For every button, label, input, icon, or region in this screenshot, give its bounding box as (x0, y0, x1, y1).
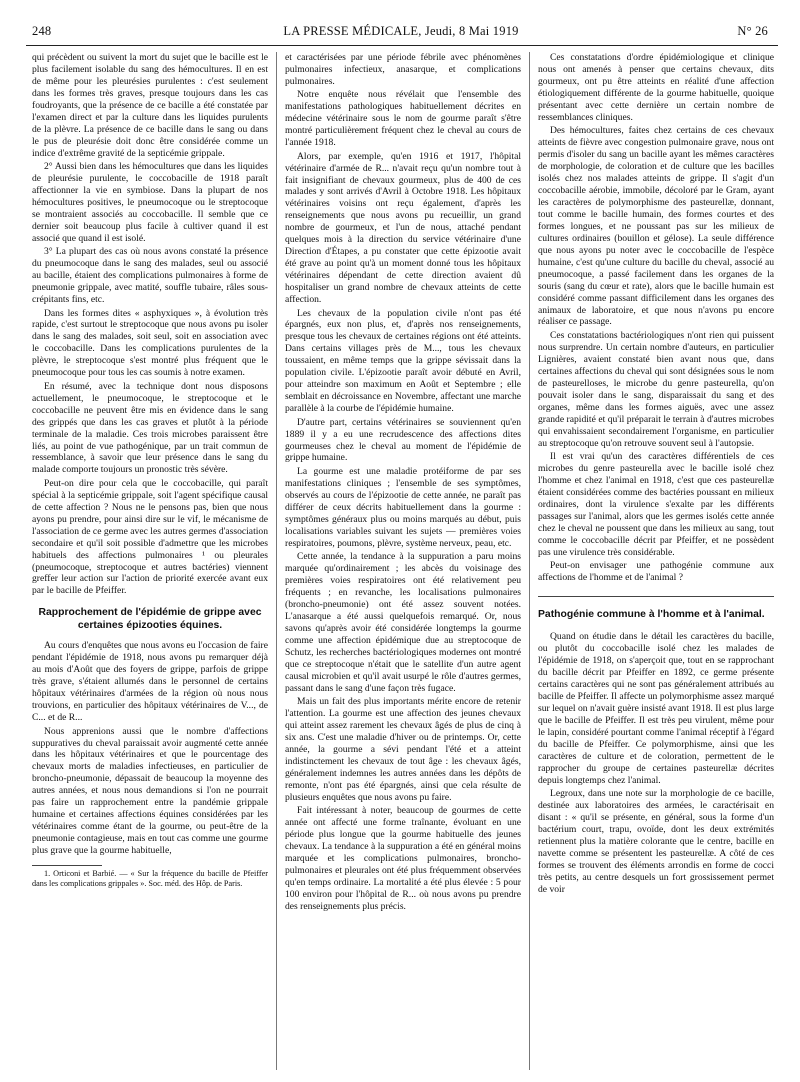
paragraph: Dans les formes dites « asphyxiques », à évolution très rapide, c'est surtout le streptocoque que nous avons pu isoler dans le sang des malades, soit seul, soit en association avec le coccobacille. Dans les complications purulentes de la plèvre, le streptocoque s'est montré plus fréquent que le pneumocoque pour tous les cas soumis à notre examen. (32, 307, 268, 379)
page-number: 248 (32, 24, 52, 38)
paragraph: Legroux, dans une note sur la morphologie de ce bacille, destinée aux laboratoires des armées, le caractérisait en disant : « qu'il se présente, en général, sous la forme d'un bactérium court, trapu, ovoïde, dont les deux extrémités retiennent plus la matière colorante que le centre, bacille en navette comme se présentent les pasteurellæ. A côté de ces formes se trouvent des éléments arrondis en forme de cocci très petits, au centre desquels un fort grossissement permet de voir (538, 788, 774, 895)
section-rule (538, 596, 774, 597)
paragraph: Peut-on envisager une pathogénie commune aux affections de l'homme et de l'animal ? (538, 560, 774, 583)
footnote: 1. Orticoni et Barbié. — « Sur la fréquence du bacille de Pfeiffer dans les complications grippales ». Soc. méd. des Hôp. de Paris. (32, 869, 268, 888)
section-heading: Pathogénie commune à l'homme et à l'animal. (538, 608, 765, 620)
masthead: LA PRESSE MÉDICALE, Jeudi, 8 Mai 1919 (283, 24, 519, 38)
column-rule (276, 52, 277, 1070)
header-rule (26, 45, 778, 46)
paragraph: qui précèdent ou suivent la mort du sujet que le bacille est le plus facilement isolable du sang des hémocultures. Il en est de même pour les pleurésies purulentes : c'est seulement dans les formes très graves, presque toujours dans les cas foudroyants, que la présence de ce bacille a été constatée par l'examen direct et par la culture dans les liquides purulents de la plèvre. La présence de ce bacille dans le sang ou dans le pus de pleurésie doit donc être considérée comme un indice d'extrême gravité de la septicémie grippale. (32, 52, 268, 159)
paragraph: Ces constatations bactériologiques n'ont rien qui puissent nous surprendre. Un certain nombre d'auteurs, en particulier Lignières, avaient constaté bien avant nous que, dans certaines affections du cheval qui sont désignées sous le nom de pasteurelloses, le microbe du genre pasteurella, qu'on pouvait isoler dans le sang, disparaissait du sang et des organes, même dans les formes aiguës, avec une assez grande rapidité et qu'il préparait le terrain à d'autres microbes qui envahissaient secondairement l'organisme, en particulier au streptocoque qu'on retrouve souvent seul à l'autopsie. (538, 329, 774, 449)
paragraph: Notre enquête nous révélait que l'ensemble des manifestations pathologiques habituellement décrites en médecine vétérinaire sous le nom de gourme paraît s'être montré particulièrement fréquent chez le cheval au cours de l'année 1918. (285, 89, 521, 149)
paragraph: Les chevaux de la population civile n'ont pas été épargnés, eux non plus, et, d'après nos renseignements, presque tous les chevaux de certaines régions ont été atteints. Dans certains villages près de M..., tous les chevaux toussaient, en même temps que la grippe sévissait dans la population civile. L'épizootie paraît avoir débuté en Avril, pour atteindre son maximum en Août et Septembre ; elle semblait en décroissance en Novembre, affectant une marche parallèle à la courbe de l'épidémie humaine. (285, 307, 521, 415)
column-1 (32, 52, 268, 1072)
paragraph: En résumé, avec la technique dont nous disposons actuellement, le pneumocoque, le streptocoque et le coccobacille ne peuvent être mis en évidence dans le sang des grippés que dans les cas graves et plutôt à la période terminale de la maladie. Ces trois microbes paraissent être liés, au point de vue pathogénique, par un trait commun de ressemblance, à savoir que leur présence dans le sang du malade comporte toujours un pronostic très sévère. (32, 380, 268, 476)
paragraph: Il est vrai qu'un des caractères différentiels de ces microbes du genre pasteurella avec le bacille isolé chez l'homme et chez l'animal en 1918, c'est que ces pasteurellæ étaient considérées comme des bactéries poussant en milieux ordinaires, dont la virulence s'exalte par les différents passages sur l'animal, alors que les germes isolés cette année chez le cheval ne poussent que dans les milieux au sang, tout comme le coccobacille décrit par Pfeiffer, et ne possèdent pas une virulence très considérable. (538, 450, 774, 558)
paragraph: Mais un fait des plus importants mérite encore de retenir l'attention. La gourme est une affection des jeunes chevaux qui atteint assez rarement les chevaux âgés de plus de cinq à six ans. C'est une maladie d'hiver ou de printemps. Or, cette année, la gourme a sévi pendant l'été et a atteint indistinctement les chevaux de tout âge : les chevaux âgés, généralement indemnes les autres années dans les dépôts de remonte, n'ont pas été épargnés, ainsi que cela résulte de plusieurs enquêtes que nous avons pu faire. (285, 696, 521, 803)
paragraph: et caractérisées par une période fébrile avec phénomènes pulmonaires infectieux, anasarque, et complications pulmonaires. (285, 52, 521, 87)
column-3 (538, 52, 774, 1072)
paragraph: Quand on étudie dans le détail les caractères du bacille, ou plutôt du coccobacille isolé chez les malades de l'épidémie de 1918, on s'aperçoit que, tout en se rapprochant du bacille décrit par Pfeiffer en 1892, ce germe présente certains caractères qui ne sont pas généralement attribués au bacille de Pfeiffer. Il affecte un polymorphisme assez marqué sur lequel on n'avait guère insisté avant 1918. Il est plus large que le bacille de Pfeiffer. Il est très peu virulent, même pour le lapin, considéré pourtant comme l'animal réceptif à l'égard du bacille de Pfeiffer. Ce polymorphisme, ainsi que les caractères de culture et de coloration, permettent de le rapprocher du groupe de certaines pasteurellæ décrites depuis longtemps chez l'animal. (538, 631, 774, 786)
paragraph: Peut-on dire pour cela que le coccobacille, qui paraît spécial à la septicémie grippale, soit l'agent spécifique causal de cette affection ? Nous ne le pensons pas, bien que nous ayons pu prendre, pour ainsi dire sur le vif, le mécanisme de l'association de ce germe avec les autres germes d'association secondaire et qu'il soit possible d'admettre que les microbes habituels des affections pulmonaires ¹ ou pleurales (pneumocoque, streptocoque et autres bactéries) viennent greffer leur action sur l'action de priorité exercée avant eux par le bacille de Pfeiffer. (32, 477, 268, 597)
section-heading: Rapprochement de l'épidémie de grippe avec certaines épizooties équines. (38, 607, 262, 631)
page-header (26, 22, 776, 42)
paragraph: 2° Aussi bien dans les hémocultures que dans les liquides de pleurésie purulente, le coccobacille de 1918 paraît affectionner la vie en symbiose. Dans la plupart de nos hémocultures positives, le pneumocoque ou le streptocoque se montraient associés au coccobacille. Il semble que ce dernier soit beaucoup plus facile à cultiver quand il est associé que quand il est isolé. (32, 161, 268, 244)
paragraph: Fait intéressant à noter, beaucoup de gourmes de cette année ont affecté une forme traînante, évoluant en une période plus longue que la gourme habituelle des jeunes chevaux. La tendance à la suppuration a été en général moins marquée et les complications pulmonaires, broncho-pulmonaires et pleurales ont été plus fréquemment observées qu'en temps ordinaire. La mortalité a été plus élevée : 5 pour 100 environ pour l'hôpital de R... où nous avons pu prendre des renseignements plus précis. (285, 805, 521, 912)
paragraph: Au cours d'enquêtes que nous avons eu l'occasion de faire pendant l'épidémie de 1918, nous avons pu remarquer déjà au mois d'Août que des foyers de grippe, parfois de grippe très grave, s'étaient allumés dans le personnel de certains hôpitaux vétérinaires d'armées de la région où nous nous trouvions, en particulier des hôpitaux vétérinaires de V..., de C... et de R... (32, 640, 268, 724)
paragraph: Cette année, la tendance à la suppuration a paru moins marquée qu'ordinairement ; les abcès du voisinage des premières voies respiratoires ont été relativement peu fréquents ; en revanche, les localisations pulmonaires (broncho-pneumonie) ont été assez souvent notées. L'anasarque a été aussi quelquefois remarqué. Or, nous savons qu'après avoir été considérée longtemps la gourme comme une affection épidémique due au streptocoque de Schutz, les recherches bactériologiques modernes ont montré que ce streptocoque n'était que le satellite d'un autre agent causal microbien et qu'il avait usurpé le rôle d'autres germes, passant dans le sang d'une façon très fugace. (285, 551, 521, 694)
paragraph: Nous apprenions aussi que le nombre d'affections suppuratives du cheval paraissait avoir augmenté cette année dans les hôpitaux vétérinaires et que le pourcentage des chevaux morts de maladies infectieuses, en particulier de broncho-pneumonie, dépassait de beaucoup la moyenne des autres années, et nous nous demandions si l'on ne pourrait pas faire un rapprochement entre la pandémie grippale humaine et certaines affections équines considérées par les vétérinaires comme étant de la gourme, ou peut-être de la pneumonie contagieuse, mais en tout cas comme une gourme plus grave que la gourme habituelle, (32, 725, 268, 857)
paragraph: Alors, par exemple, qu'en 1916 et 1917, l'hôpital vétérinaire d'armée de R... n'avait reçu qu'un nombre tout à fait insignifiant de chevaux gourmeux, plus de 400 de ces malades y sont arrivés d'Avril à Octobre 1918. Les hôpitaux vétérinaires voisins ont reçu également, d'après les renseignements que nous avons pu recueillir, un grand nombre de gourmeux, et l'un de nous, attaché pendant quelques mois à la direction du service vétérinaire d'une Direction d'Étapes, a pu constater que cette épizootie avait été grave au point qu'à un moment donné tous les hôpitaux vétérinaires dépendant de cette direction avaient dû hospitaliser un grand nombre de chevaux atteints de cette affection. (285, 150, 521, 306)
paragraph: La gourme est une maladie protéiforme de par ses manifestations cliniques ; l'ensemble de ses symptômes, observés au cours de l'épizootie de cette année, ne paraît pas différer de ceux décrits habituellement dans la gourme : symptômes généraux plus ou moins marqués au début, puis localisations variables suivant les sujets — premières voies respiratoires, poumons, plèvre, système nerveux, peau, etc. (285, 465, 521, 549)
footnote-rule (32, 865, 102, 866)
column-rule (529, 52, 530, 1070)
column-2 (285, 52, 521, 1072)
paragraph: Ces constatations d'ordre épidémiologique et clinique nous ont amenés à penser que certains chevaux, dits gourmeux, ont pu être atteints en réalité d'une affection étiologiquement différente de la gourme habituelle, quoique présentant avec cette dernière un certain nombre de ressemblances cliniques. (538, 52, 774, 123)
paragraph: Des hémocultures, faites chez certains de ces chevaux atteints de fièvre avec congestion pulmonaire grave, nous ont permis d'isoler du sang un bacille ayant les mêmes caractères de morphologie, de coloration et de culture que les bacilles isolés chez nos malades atteints de grippe. Il s'agit d'un coccobacille aérobie, immobile, décoloré par le Gram, ayant les caractères de polymorphisme des pasteurellæ, donnant, tout comme le bacille humain, des formes courtes et des formes longues, et ne poussant pas sur les milieux de cultures ordinaires (bouillon et gélose). La seule différence que nous ayons pu noter avec le coccobacille de l'espèce humaine, c'est qu'une culture du bacille du cheval, associé au pneumocoque, a passé facilement dans les organes de la souris (sang du cœur et rate), alors que le bacille humain est considéré comme passant difficilement dans les organes des animaux de laboratoire, et que nous n'avons pu encore réaliser ce passage. (538, 125, 774, 328)
paragraph: D'autre part, certains vétérinaires se souviennent qu'en 1889 il y a eu une recrudescence des affections dites gourmeuses chez le cheval au moment de l'épidémie de grippe humaine. (285, 416, 521, 464)
paragraph: 3° La plupart des cas où nous avons constaté la présence du pneumocoque dans le sang des malades, seul ou associé au bacille, étaient des complications pulmonaires à forme de pneumonie grippale, avec matité, souffle tubaire, râles sous-crépitants fins, etc. (32, 246, 268, 306)
issue-number: N° 26 (737, 24, 768, 38)
